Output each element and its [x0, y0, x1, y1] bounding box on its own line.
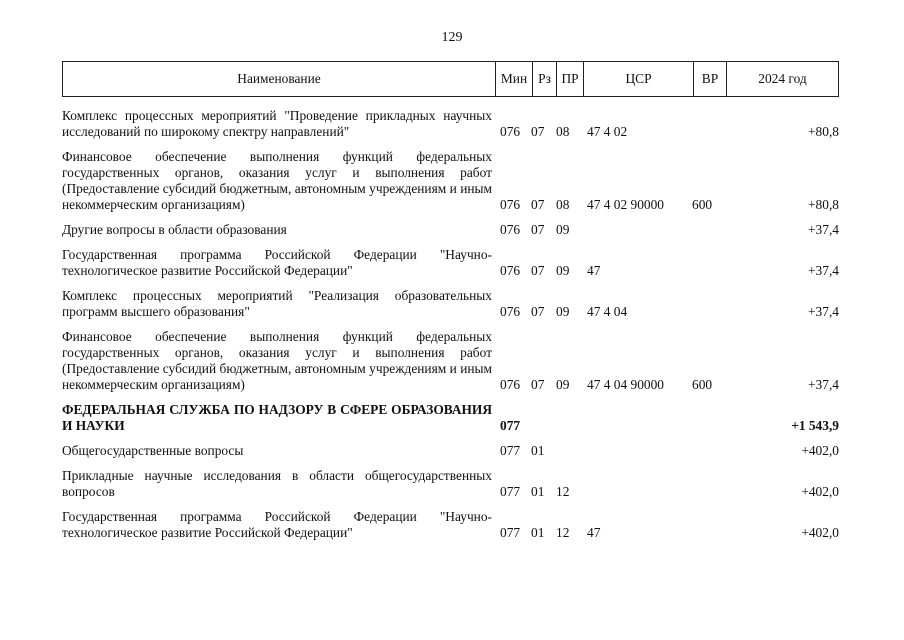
table-row — [62, 149, 839, 213]
row-pr: 12 — [556, 484, 570, 499]
table-row — [62, 288, 839, 320]
row-min: 077 — [500, 484, 521, 499]
row-name: Финансовое обеспечение выполнения функций федеральных государственных органов, оказания услуг и выполнения работ (Предоставление субсидий бюджетным, автономным учреждениям и иным некоммерческим организациям) — [62, 149, 492, 212]
row-value: +1 543,9 — [791, 418, 839, 433]
row-pr: 12 — [556, 525, 570, 540]
row-min: 077 — [500, 418, 521, 433]
row-min: 076 — [500, 263, 521, 278]
table-row — [62, 443, 839, 459]
row-rz: 01 — [531, 484, 545, 499]
row-value: +402,0 — [801, 525, 839, 540]
row-value: +402,0 — [801, 484, 839, 499]
row-vr: 600 — [692, 197, 713, 212]
row-name: Общегосударственные вопросы — [62, 443, 244, 458]
header-year: 2024 год — [726, 62, 838, 96]
table-row — [62, 509, 839, 541]
table-row — [62, 468, 839, 500]
row-pr: 08 — [556, 197, 570, 212]
row-csr: 47 4 02 — [587, 124, 628, 139]
row-min: 077 — [500, 443, 521, 458]
table-row — [62, 222, 839, 238]
row-min: 076 — [500, 197, 521, 212]
table-row — [62, 247, 839, 279]
table-body — [62, 108, 839, 550]
row-value: +402,0 — [801, 443, 839, 458]
row-value: +37,4 — [808, 304, 839, 319]
row-min: 076 — [500, 304, 521, 319]
row-min: 076 — [500, 222, 521, 237]
row-rz: 01 — [531, 443, 545, 458]
table-row — [62, 402, 839, 434]
row-value: +80,8 — [808, 197, 839, 212]
row-csr: 47 4 04 90000 — [587, 377, 664, 392]
row-rz: 07 — [531, 197, 545, 212]
table-row — [62, 329, 839, 393]
row-csr: 47 4 02 90000 — [587, 197, 664, 212]
row-rz: 07 — [531, 377, 545, 392]
header-csr: ЦСР — [583, 62, 693, 96]
header-min: Мин — [495, 62, 532, 96]
page-number: 129 — [441, 30, 463, 45]
row-value: +37,4 — [808, 222, 839, 237]
row-csr: 47 4 04 — [587, 304, 628, 319]
row-pr: 08 — [556, 124, 570, 139]
header-pr: ПР — [556, 62, 583, 96]
header-rz: Рз — [532, 62, 556, 96]
row-name: Комплекс процессных мероприятий "Реализация образовательных программ высшего образования" — [62, 288, 492, 319]
row-pr: 09 — [556, 263, 570, 278]
row-value: +37,4 — [808, 263, 839, 278]
row-rz: 07 — [531, 304, 545, 319]
row-rz: 07 — [531, 222, 545, 237]
row-rz: 07 — [531, 124, 545, 139]
row-name: Государственная программа Российской Федерации "Научно-технологическое развитие Российской Федерации" — [62, 509, 492, 540]
table-header — [62, 61, 839, 97]
row-name: Комплекс процессных мероприятий "Проведение прикладных научных исследований по широкому спектру направлений" — [62, 108, 492, 139]
row-pr: 09 — [556, 377, 570, 392]
row-name: Финансовое обеспечение выполнения функций федеральных государственных органов, оказания услуг и выполнения работ (Предоставление субсидий бюджетным, автономным учреждениям и иным некоммерческим организациям) — [62, 329, 492, 392]
row-pr: 09 — [556, 304, 570, 319]
row-min: 076 — [500, 377, 521, 392]
table-row — [62, 108, 839, 140]
row-name: Прикладные научные исследования в области общегосударственных вопросов — [62, 468, 492, 499]
row-csr: 47 — [587, 525, 601, 540]
header-vr: ВР — [693, 62, 726, 96]
row-name: Другие вопросы в области образования — [62, 222, 287, 237]
row-rz: 07 — [531, 263, 545, 278]
row-csr: 47 — [587, 263, 601, 278]
row-value: +37,4 — [808, 377, 839, 392]
row-pr: 09 — [556, 222, 570, 237]
row-min: 076 — [500, 124, 521, 139]
row-rz: 01 — [531, 525, 545, 540]
row-min: 077 — [500, 525, 521, 540]
header-name: Наименование — [237, 71, 321, 86]
row-value: +80,8 — [808, 124, 839, 139]
row-vr: 600 — [692, 377, 713, 392]
row-name: ФЕДЕРАЛЬНАЯ СЛУЖБА ПО НАДЗОРУ В СФЕРЕ ОБРАЗОВАНИЯ И НАУКИ — [62, 402, 492, 433]
row-name: Государственная программа Российской Федерации "Научно-технологическое развитие Российской Федерации" — [62, 247, 492, 278]
